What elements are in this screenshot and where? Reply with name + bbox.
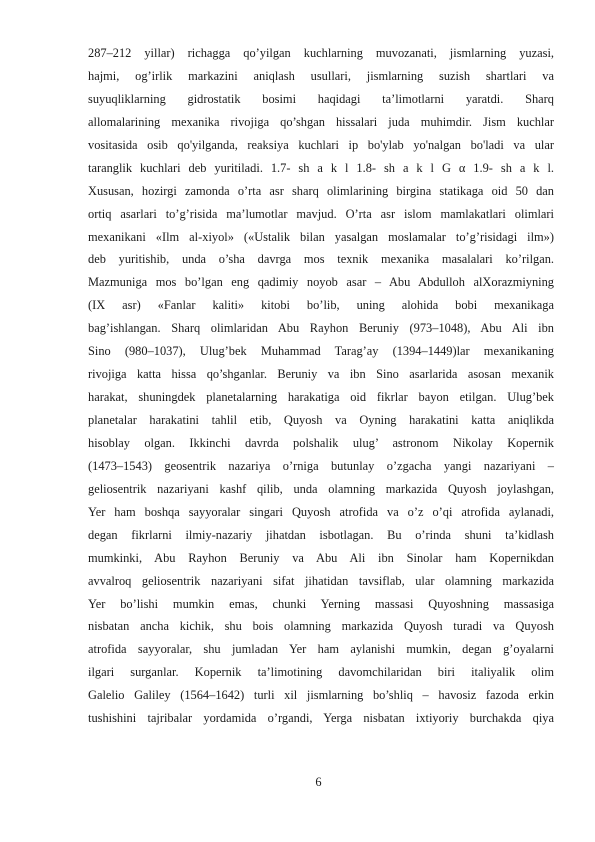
text-line: (IX asr) «Fanlar kaliti» kitobi bo’lib, uning alohida bobi mexanikaga [88,298,554,313]
text-line: Sino (980–1037), Ulug’bek Muhammad Tarag’ay (1394–1449)lar mexanikaning [88,344,554,359]
text-line: hisoblay olgan. Ikkinchi davrda polshalik ulug’ astronom Nikolay Kopernik [88,435,554,450]
text-line: hajmi, og’irlik markazini aniqlash usullari, jismlarning suzish shartlari va [88,68,554,83]
text-line: bag’ishlangan. Sharq olimlaridan Abu Rayhon Beruniy (973–1048), Abu Ali ibn [88,321,554,336]
text-line: 287–212 yillar) richagga qo’yilgan kuchlarning muvozanati, jismlarning yuzasi, [88,46,554,60]
text-line: Mazmuniga mos bo’lgan eng qadimiy noyob asar – Abu Abdulloh alXorazmiyning [88,275,554,290]
text-line: tushishini tajribalar yordamida o’rgandi, Yerga nisbatan ixtiyoriy burchakda qiya [88,711,554,726]
text-line: deb yuritishib, unda o’sha davrga mos texnik mexanika masalalari ko’rilgan. [88,252,554,267]
text-line: avvalroq geliosentrik nazariyani sifat jihatidan tavsiflab, ular olamning markazida [88,573,554,588]
text-line: allomalarining mexanika rivojiga qo’shgan hissalari juda muhimdir. Jism kuchlar [88,114,554,129]
text-line: mexanikani «Ilm al-xiyol» («Ustalik bilan yasalgan moslamalar to’g’risidagi ilm») [88,229,554,244]
text-line: harakat, shuningdek planetalarning harakatiga oid fikrlar bayon etilgan. Ulug’bek [88,390,554,405]
text-line: rivojiga katta hissa qo’shganlar. Beruniy va ibn Sino asarlarida asosan mexanik [88,367,554,382]
text-line: mumkinki, Abu Rayhon Beruniy va Abu Ali ibn Sinolar ham Kopernikdan [88,550,554,565]
text-line: ilgari surganlar. Kopernik ta’limotining davomchilaridan biri italiyalik olim [88,665,554,680]
text-line: ortiq asarlari to’g’risida ma’lumotlar mavjud. O’rta asr islom mamlakatlari olimlari [88,206,554,221]
text-line: (1473–1543) geosentrik nazariya o’rniga butunlay o’zgacha yangi nazariyani – [88,458,554,473]
text-line: Xususan, hozirgi zamonda o’rta asr sharq olimlarining birgina statikaga oid 50 dan [88,183,554,198]
body-text [88,42,554,730]
text-line: Yer ham boshqa sayyoralar singari Quyosh atrofida va o’z o’qi atrofida aylanadi, [88,504,554,519]
text-line: Yer bo’lishi mumkin emas, chunki Yerning massasi Quyoshning massasiga [88,596,554,611]
text-line: planetalar harakatini tahlil etib, Quyosh va Oyning harakatini katta aniqlikda [88,413,554,427]
text-line: Galelio Galiley (1564–1642) turli xil jismlarning bo’shliq – havosiz fazoda erkin [88,688,554,703]
text-line: taranglik kuchlari deb yuritiladi. 1.7- sh a k l 1.8- sh a k l G α 1.9- sh a k l. [88,160,554,175]
text-line: suyuqliklarning gidrostatik bosimi haqidagi ta’limotlarni yaratdi. Sharq [88,91,554,106]
text-line: degan fikrlarni ilmiy-nazariy jihatdan isbotlagan. Bu o’rinda shuni ta’kidlash [88,527,554,542]
text-line: vositasida osib qo'yilganda, reaksiya kuchlari ip bo'ylab yo'nalgan bo'ladi va ular [88,137,554,152]
document-page [88,42,554,730]
text-line: atrofida sayyoralar, shu jumladan Yer ham aylanishi mumkin, degan g’oyalarni [88,642,554,657]
text-line: nisbatan ancha kichik, shu bois olamning markazida Quyosh turadi va Quyosh [88,619,554,634]
page-number: 6 [315,775,322,789]
text-line: geliosentrik nazariyani kashf qilib, unda olamning markazida Quyosh joylashgan, [88,481,554,496]
